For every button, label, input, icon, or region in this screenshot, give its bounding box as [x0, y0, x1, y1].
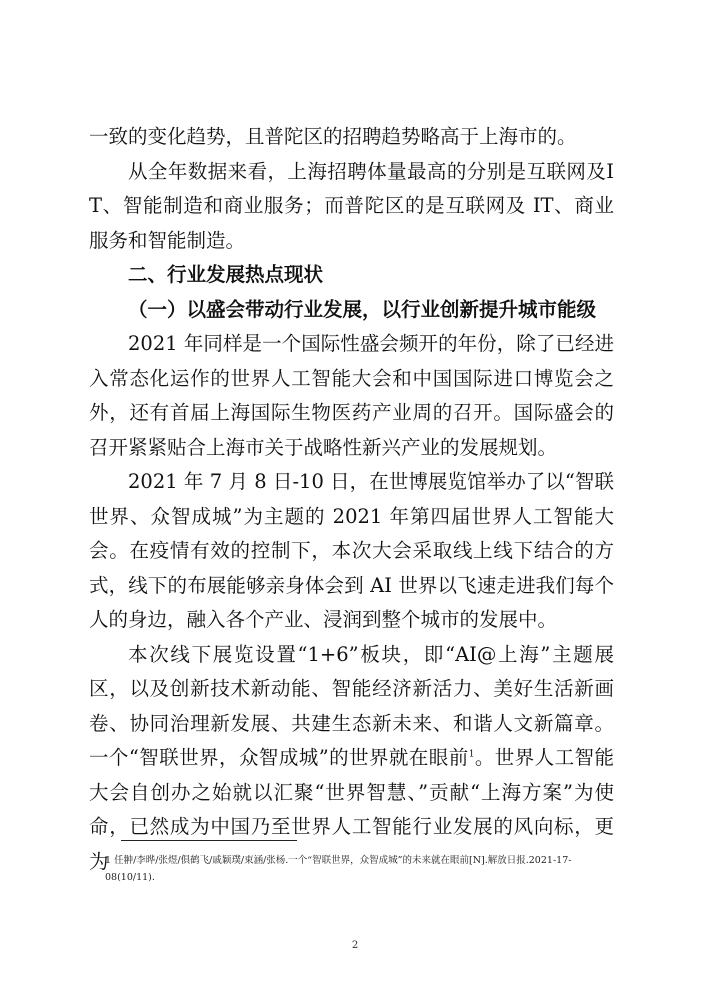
paragraph-international-events: 2021 年同样是一个国际性盛会频开的年份，除了已经进入常态化运作的世界人工智能大会和中国国际进口博览会之外，还有首届上海国际生物医药产业周的召开。国际盛会的召开紧紧贴合上海市关于战略性新兴产业的发展规划。 — [89, 332, 614, 459]
paragraph-exhibition — [89, 638, 614, 880]
paragraph-waic-2021: 2021 年 7 月 8 日-10 日，在世博展览馆举办了以“智联世界、众智成城”为主题的 2021 年第四届世界人工智能大会。在疫情有效的控制下，本次大会采取线上线下结合的方式，线下的布展能够亲身体会到 AI 世界以飞速走进我们每个人的身边，融入各个产业、浸润到整个城市的发展中。 — [89, 470, 614, 631]
page-number: 2 — [351, 940, 359, 951]
paragraph-continuation: 一致的变化趋势，且普陀区的招聘趋势略高于上海市的。 — [89, 125, 577, 148]
paragraph-recruitment-volume: 从全年数据来看，上海招聘体量最高的分别是互联网及IT、智能制造和商业服务；而普陀区的是互联网及 IT、商业服务和智能制造。 — [89, 159, 614, 252]
body-text — [89, 120, 614, 879]
footnote — [105, 852, 610, 886]
footnote-separator — [121, 840, 297, 841]
subsection-heading: （一）以盛会带动行业发展，以行业创新提升城市能级 — [128, 297, 597, 321]
section-heading: 二、行业发展热点现状 — [128, 263, 324, 286]
paragraph-exhibition-text: 本次线下展览设置“1+6”板块，即“AI@上海”主题展区，以及创新技术新动能、智能经济新活力、美好生活新画卷、协同治理新发展、共建生态新未来、和谐人文新篇章。一个“智联世界，众智成城”的世界就在眼前 — [89, 642, 614, 769]
footnote-reference[interactable]: 1 — [468, 749, 475, 760]
footnote-text: 1 任翀/李晔/张煜/俱鹤飞/戚颖璞/束涵/张杨.一个“智联世界，众智成城”的未来就在眼前[N].解放日报.2021-17-08(10/11). — [105, 855, 572, 883]
paragraph-exhibition-text-continued: 。世界人工智能大会自创办之始就以汇聚“世界智慧、”贡献“上海方案”为使命，已然成为中国乃至世界人工智能行业发展的风向标，更为 — [89, 746, 614, 873]
